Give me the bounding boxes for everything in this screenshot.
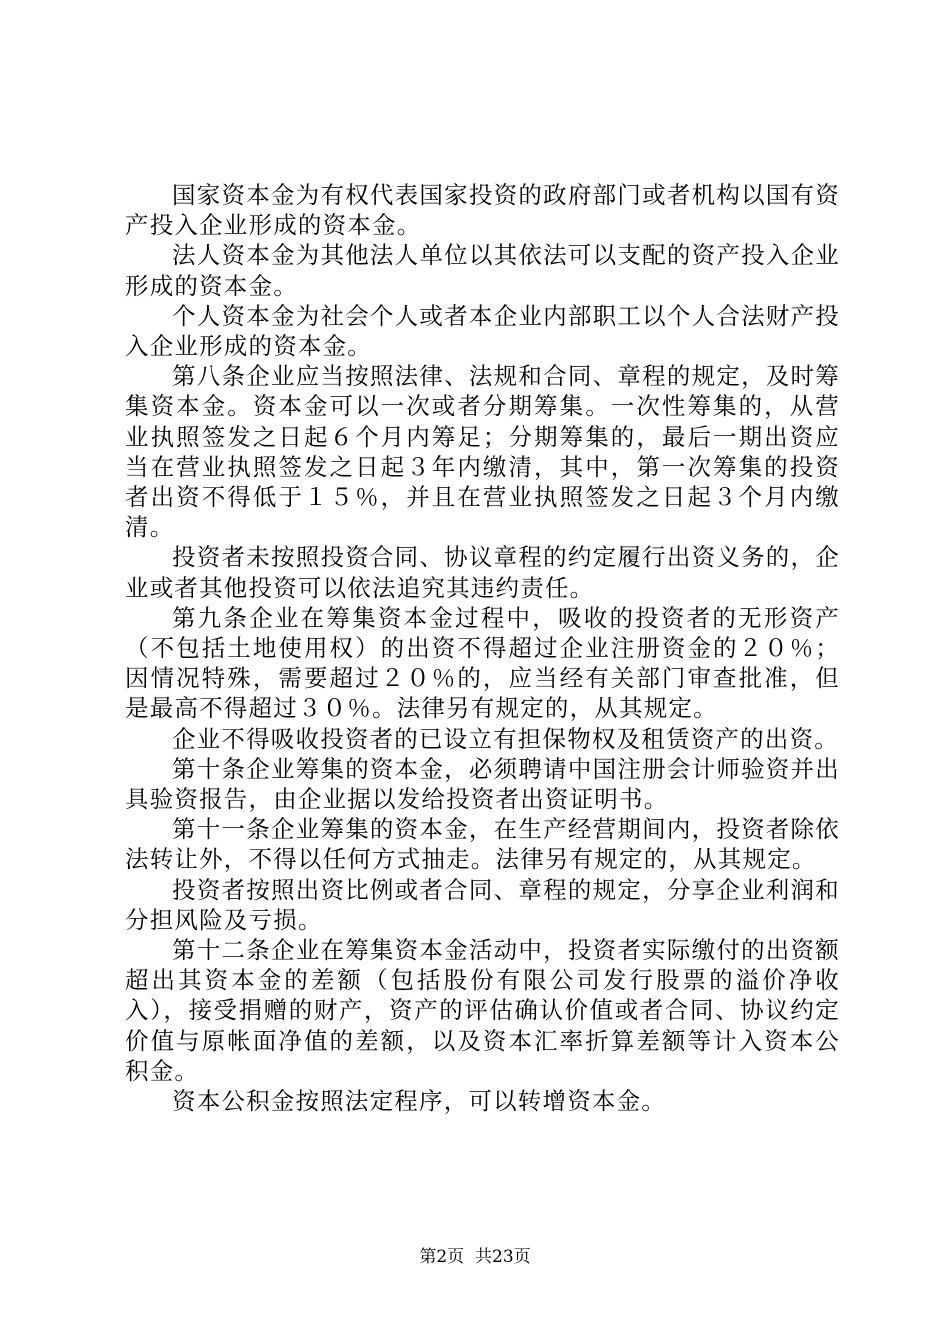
paragraph: 法人资本金为其他法人单位以其依法可以支配的资产投入企业形成的资本金。 bbox=[125, 241, 840, 300]
paragraph: 投资者按照出资比例或者合同、章程的规定，分享企业利润和分担风险及亏损。 bbox=[125, 875, 840, 934]
page-number: 第2页 bbox=[419, 1247, 465, 1267]
paragraph: 第九条企业在筹集资本金过程中，吸收的投资者的无形资产（不包括土地使用权）的出资不得超过企业注册资金的２０％；因情况特殊，需要超过２０％的，应当经有关部门审查批准，但是最高不得超过３０％。法律另有规定的，从其规定。 bbox=[125, 603, 840, 723]
paragraph: 第十二条企业在筹集资本金活动中，投资者实际缴付的出资额超出其资本金的差额（包括股份有限公司发行股票的溢价净收入），接受捐赠的财产，资产的评估确认价值或者合同、协议约定价值与原帐面净值的差额，以及资本汇率折算差额等计入资本公积金。 bbox=[125, 936, 840, 1085]
paragraph: 企业不得吸收投资者的已设立有担保物权及租赁资产的出资。 bbox=[172, 724, 839, 753]
paragraph: 投资者未按照投资合同、协议章程的约定履行出资义务的，企业或者其他投资可以依法追究其违约责任。 bbox=[125, 543, 840, 602]
paragraph: 第十一条企业筹集的资本金，在生产经营期间内，投资者除依法转让外，不得以任何方式抽走。法律另有规定的，从其规定。 bbox=[125, 815, 840, 874]
total-pages: 共23页 bbox=[475, 1247, 531, 1267]
page-footer bbox=[0, 1242, 950, 1267]
paragraph: 国家资本金为有权代表国家投资的政府部门或者机构以国有资产投入企业形成的资本金。 bbox=[125, 181, 840, 240]
paragraph: 第八条企业应当按照法律、法规和合同、章程的规定，及时筹集资本金。资本金可以一次或者分期筹集。一次性筹集的，从营业执照签发之日起６个月内筹足；分期筹集的，最后一期出资应当在营业执照签发之日起３年内缴清，其中，第一次筹集的投资者出资不得低于１５％，并且在营业执照签发之日起３个月内缴清。 bbox=[125, 362, 840, 542]
paragraph: 第十条企业筹集的资本金，必须聘请中国注册会计师验资并出具验资报告，由企业据以发给投资者出资证明书。 bbox=[125, 754, 840, 814]
paragraph: 个人资本金为社会个人或者本企业内部职工以个人合法财产投入企业形成的资本金。 bbox=[125, 301, 840, 361]
paragraph: 资本公积金按照法定程序，可以转增资本金。 bbox=[172, 1087, 666, 1116]
document-body bbox=[125, 180, 840, 1116]
